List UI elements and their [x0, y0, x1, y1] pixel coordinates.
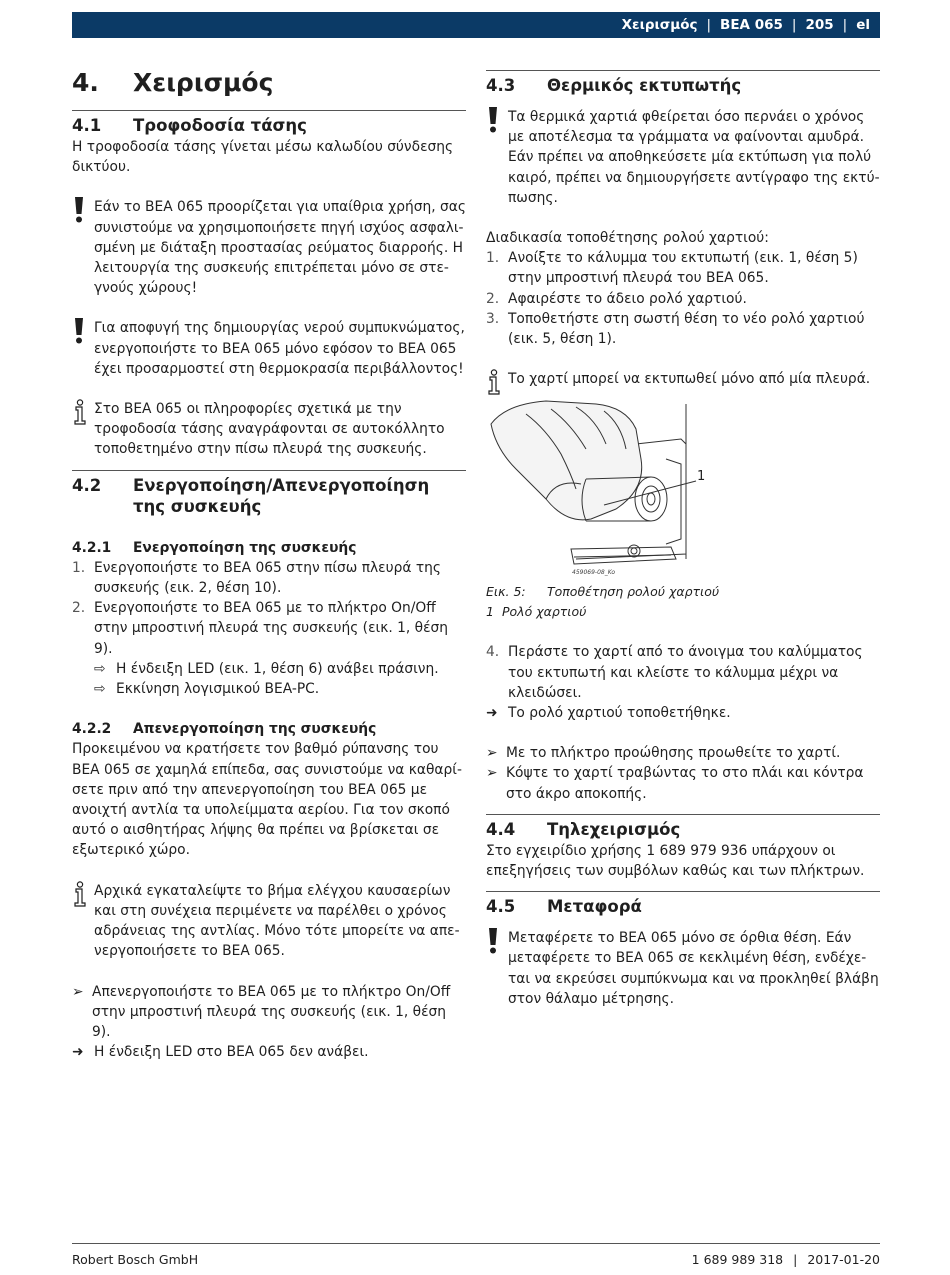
result-item: ⇨ Η ένδειξη LED (εικ. 1, θέση 6) ανάβει πράσινη. — [72, 659, 466, 679]
header-separator: | — [706, 17, 712, 33]
footer-doc-info — [692, 1252, 880, 1267]
warning-note — [486, 107, 880, 208]
action-step: ➢ Με το πλήκτρο προώθησης προωθείτε το χαρτί. — [486, 743, 880, 763]
header-bar — [72, 12, 880, 38]
warning-icon — [72, 318, 94, 379]
left-column — [72, 66, 466, 1062]
header-separator: | — [842, 17, 848, 33]
warning-text: Τα θερμικά χαρτιά φθείρεται όσο περνάει ο χρόνος με αποτέλεσμα τα γράμματα να φαίνονται αμυδρά. Εάν πρέπει να αποθηκεύσετε μία εκτύπωση για πολύ καιρό, πρέπει να δημιουργήσετε αντίγραφο της εκτύπωσης. — [508, 109, 880, 206]
section-number: 4.3 — [486, 76, 516, 95]
result-step: ➜ Το ρολό χαρτιού τοποθετήθηκε. — [486, 703, 880, 723]
section-4-4-text: Στο εγχειρίδιο χρήσης 1 689 979 936 υπάρχουν οι επεξηγήσεις των συμβόλων καθώς και των πλήκτρων. — [486, 842, 865, 880]
result-arrow-icon: ➜ — [72, 1044, 84, 1061]
section-4-2-2-heading — [72, 719, 466, 739]
header-section: Χειρισμός — [621, 17, 698, 33]
warning-text: Για αποφυγή της δημιουργίας νερού συμπυκνώματος, ενεργοποιήστε το BEA 065 μόνο εφόσον το BEA 065 έχει προσαρμοστεί στη θερμοκρασία περιβάλλοντος! — [94, 320, 465, 377]
action-step: ➢ Κόψτε το χαρτί τραβώντας το στο πλάι και κόντρα στο άκρο αποκοπής. — [486, 763, 880, 803]
info-text: Αρχικά εγκαταλείψτε το βήμα ελέγχου καυσαερίων και στη συνέχεια περιμένετε να παρέλθει ο χρόνος αδράνειας της αντλίας. Μόνο τότε μπορείτε να απενεργοποιήσετε το BEA 065. — [94, 882, 460, 960]
subsection-number: 4.2.2 — [72, 721, 112, 738]
section-4-3-heading — [486, 71, 880, 96]
paper-roll-step-4 — [486, 642, 880, 703]
header-language: el — [856, 17, 870, 33]
warning-icon — [486, 107, 508, 208]
section-4-4-heading — [486, 815, 880, 840]
warning-note — [72, 197, 466, 298]
info-note — [72, 881, 466, 962]
action-arrowhead-icon: ➢ — [486, 745, 498, 762]
action-step: ➢ Απενεργοποιήστε το BEA 065 με το πλήκτρο On/Off στην μπροστινή πλευρά της συσκευής (εικ. 1, θέση 9). — [72, 982, 466, 1043]
info-note — [486, 369, 880, 389]
subsection-number: 4.2.1 — [72, 539, 112, 556]
paper-roll-steps — [486, 248, 880, 349]
page-footer — [72, 1243, 880, 1267]
list-item: 2. Αφαιρέστε το άδειο ρολό χαρτιού. — [486, 290, 747, 307]
footer-separator: | — [793, 1252, 798, 1267]
action-arrowhead-icon: ➢ — [72, 983, 84, 1000]
warning-note — [486, 928, 880, 1009]
warning-note — [72, 318, 466, 379]
section-title: Μεταφορά — [547, 897, 642, 917]
paper-roll-figure — [486, 399, 726, 577]
info-text: Το χαρτί μπορεί να εκτυπωθεί μόνο από μία πλευρά. — [508, 371, 871, 388]
section-4-2-heading — [72, 471, 466, 517]
figure-legend: 1 Ρολό χαρτιού — [486, 604, 587, 620]
section-number: 4.1 — [72, 116, 102, 135]
section-title: Θερμικός εκτυπωτής — [547, 76, 742, 95]
chapter-title-text: Χειρισμός — [133, 68, 274, 97]
warning-icon — [486, 928, 508, 1009]
section-title: Τηλεχειρισμός — [547, 819, 681, 839]
list-item: 1. Ανοίξτε το κάλυμμα του εκτυπωτή (εικ. 1, θέση 5) στην μπροστινή πλευρά του BEA 065. — [486, 250, 858, 287]
info-icon — [486, 369, 508, 389]
section-4-2-1-heading — [72, 538, 466, 558]
section-4-1-heading — [72, 111, 466, 136]
result-arrow-icon: ⇨ — [94, 681, 106, 698]
section-title: Τροφοδοσία τάσης — [133, 116, 307, 135]
subsection-title: Ενεργοποίηση της συσκευής — [133, 539, 357, 556]
result-arrow-icon: ⇨ — [94, 660, 106, 677]
section-title: Ενεργοποίηση/Απενεργοποίηση της συσκευής — [133, 475, 430, 516]
footer-document-number: 1 689 989 318 — [691, 1252, 784, 1267]
warning-icon — [72, 197, 94, 298]
subsection-title: Απενεργοποίηση της συσκευής — [133, 721, 377, 738]
info-icon — [72, 881, 94, 962]
figure-code: 459069-08_Ko — [572, 569, 616, 577]
chapter-title — [72, 66, 466, 111]
figure-caption: Εικ. 5: Τοποθέτηση ρολού χαρτιού — [486, 584, 720, 600]
list-item: 1. Ενεργοποιήστε το BEA 065 στην πίσω πλευρά της συσκευής (εικ. 2, θέση 10). — [72, 559, 442, 597]
paper-roll-illustration — [486, 399, 726, 574]
procedure-title: Διαδικασία τοποθέτησης ρολού χαρτιού: — [486, 230, 769, 247]
result-arrow-icon: ➜ — [486, 705, 498, 722]
section-number: 4.5 — [486, 897, 516, 917]
info-icon — [72, 399, 94, 460]
switch-on-steps — [72, 558, 466, 659]
info-text: Στο BEA 065 οι πληροφορίες σχετικά με την τροφοδοσία τάσης αναγράφονται σε αυτοκόλλητο τοποθετημένο στην πίσω πλευρά της συσκευής. — [94, 401, 445, 458]
list-item: 3. Τοποθετήστε στη σωστή θέση το νέο ρολό χαρτιού (εικ. 5, θέση 1). — [486, 310, 865, 348]
right-column — [486, 70, 880, 1009]
list-item: 4. Περάστε το χαρτί από το άνοιγμα του καλύμματος του εκτυπωτή και κλείστε το κάλυμμα μέχρι να κλειδώσει. — [486, 644, 863, 701]
section-number: 4.2 — [72, 475, 102, 495]
section-number: 4.4 — [486, 819, 516, 839]
footer-company: Robert Bosch GmbH — [72, 1252, 199, 1267]
result-step: ➜ Η ένδειξη LED στο BEA 065 δεν ανάβει. — [72, 1042, 466, 1062]
chapter-number: 4. — [72, 68, 99, 97]
figure-callout-number: 1 — [697, 469, 706, 485]
section-4-1-intro: Η τροφοδοσία τάσης γίνεται μέσω καλωδίου σύνδεσης δικτύου. — [72, 139, 454, 176]
action-arrowhead-icon: ➢ — [486, 765, 498, 782]
section-4-2-2-intro: Προκειμένου να κρατήσετε τον βαθμό ρύπανσης του BEA 065 σε χαμηλά επίπεδα, σας συνιστούμε να καθαρίσετε πριν από την απενεργοποίηση του BEA 065 με ανοιχτή αντλία τα υπολείμματα αερίου. Για τον σκοπό αυτό ο αισθητήρας λήψης θα πρέπει να βρίσκεται σε εξωτερικό χώρο. — [72, 741, 462, 859]
warning-text: Μεταφέρετε το BEA 065 μόνο σε όρθια θέση. Εάν μεταφέρετε το BEA 065 σε κεκλιμένη θέση, ενδέχεται να εκρεύσει συμπύκνωμα και να προκληθεί βλάβη στον θάλαμο μέτρησης. — [508, 930, 879, 1007]
info-note — [72, 399, 466, 460]
warning-text: Εάν το BEA 065 προορίζεται για υπαίθρια χρήση, σας συνιστούμε να χρησιμοποιήσετε πηγή ισχύος ασφαλισμένη με διάταξη προστασίας ρεύματος διαρροής. Η λειτουργία της συσκευής επιτρέπεται μόνο σε στεγνούς χώρους! — [94, 199, 466, 297]
header-product: BEA 065 — [720, 17, 783, 33]
header-page-number: 205 — [805, 17, 834, 33]
header-separator: | — [791, 17, 797, 33]
list-item: 2. Ενεργοποιήστε το BEA 065 με το πλήκτρο On/Off στην μπροστινή πλευρά της συσκευής (εικ. 1, θέση 9). — [72, 600, 449, 657]
result-item: ⇨ Εκκίνηση λογισμικού BEA-PC. — [72, 679, 466, 699]
section-4-5-heading — [486, 892, 880, 917]
footer-date: 2017-01-20 — [807, 1252, 880, 1267]
